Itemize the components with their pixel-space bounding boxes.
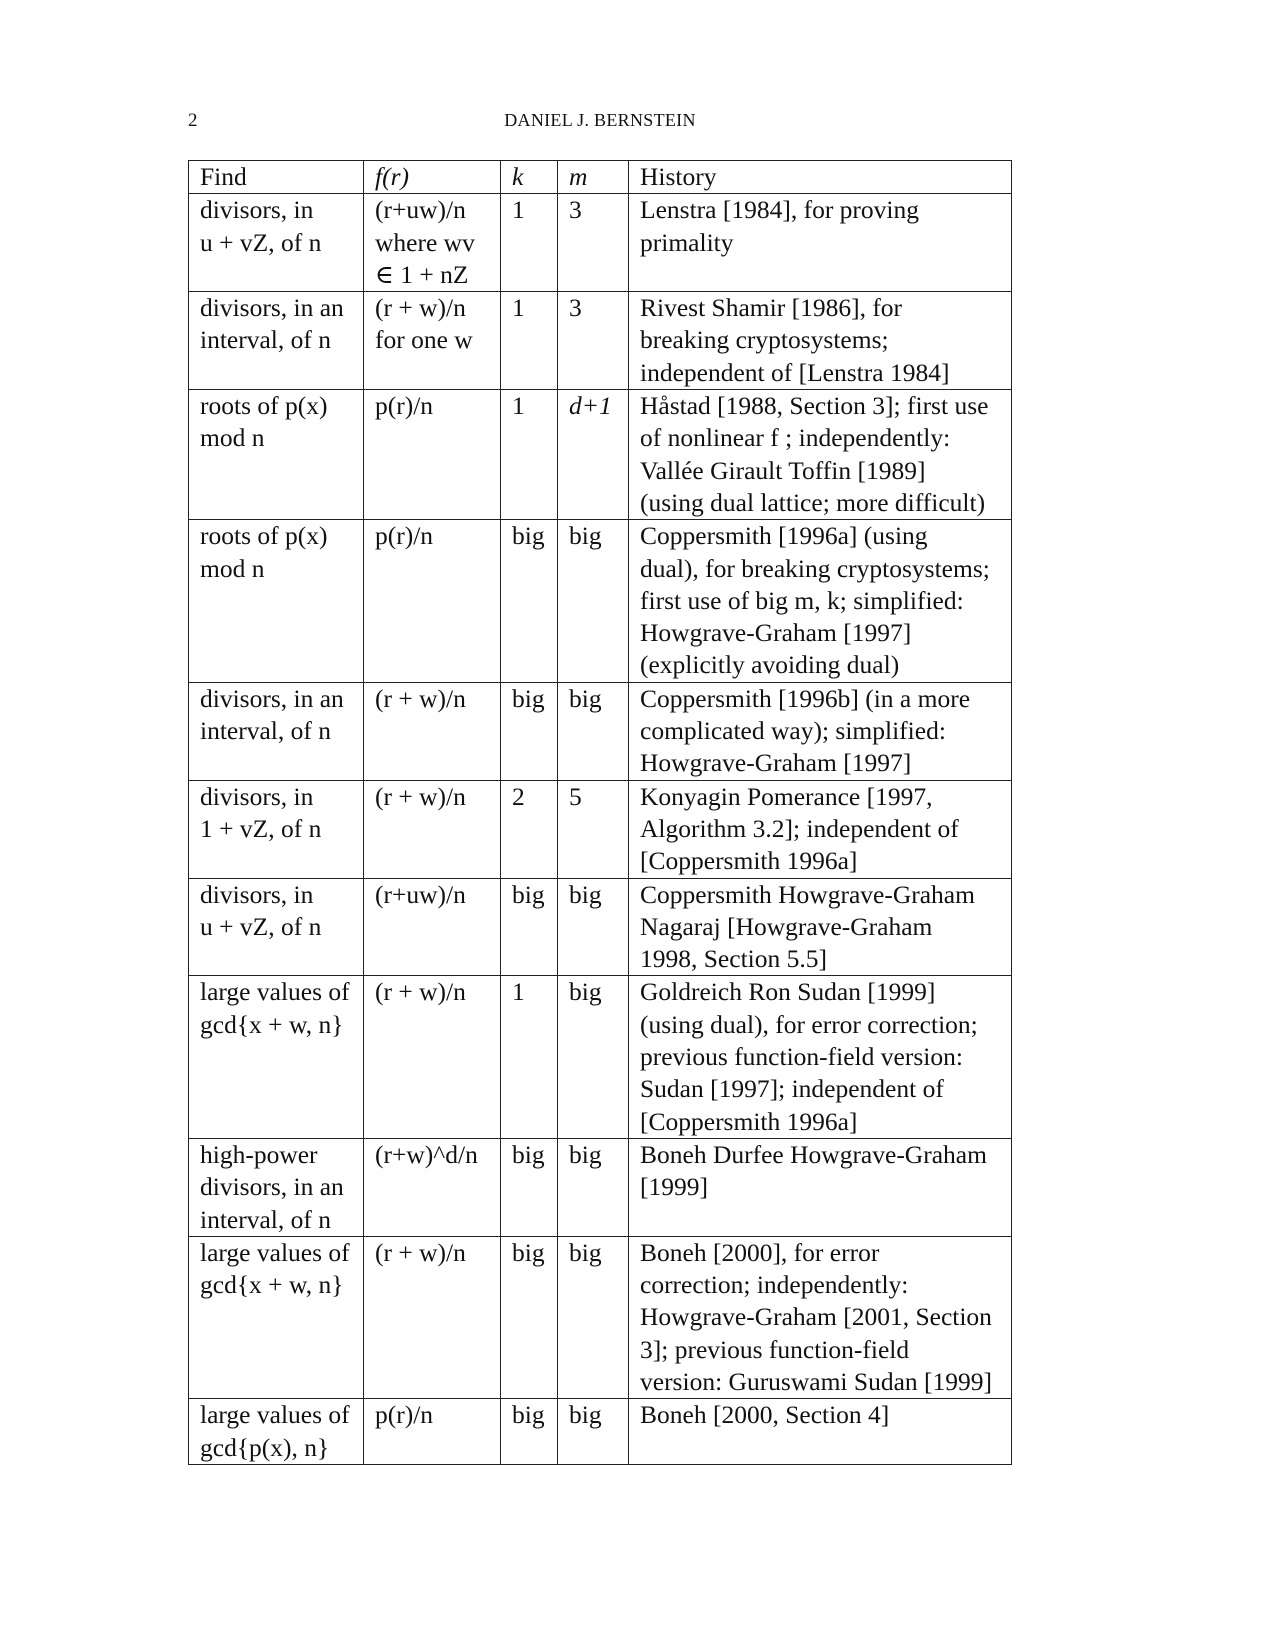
- find-cell: [189, 976, 364, 1138]
- m-cell: [558, 520, 629, 682]
- history-cell: [629, 520, 1012, 682]
- k-cell: [501, 520, 558, 682]
- f-cell: [364, 292, 501, 390]
- f-cell-line: (r + w)/n: [375, 977, 466, 1007]
- history-cell-line: Boneh [2000, Section 4]: [640, 1400, 890, 1430]
- history-cell-line: Håstad [1988, Section 3]; first use: [640, 391, 989, 421]
- table-row: [189, 1399, 1012, 1465]
- f-cell-line: for one w: [375, 325, 473, 355]
- f-cell-line: (r + w)/n: [375, 781, 466, 811]
- k-cell-value: big: [512, 1237, 545, 1267]
- find-cell: [189, 1138, 364, 1236]
- f-cell: [364, 1138, 501, 1236]
- find-cell-line: divisors, in an: [200, 683, 344, 713]
- f-cell: [364, 682, 501, 780]
- f-cell-line: p(r)/n: [375, 1400, 434, 1430]
- history-cell-line: complicated way); simplified:: [640, 716, 946, 746]
- find-cell-line: u + vZ, of n: [200, 911, 322, 941]
- k-cell-value: 1: [512, 391, 525, 421]
- history-cell-line: 3]; previous function-field: [640, 1334, 910, 1364]
- m-cell-value: d+1: [569, 391, 612, 421]
- k-cell: [501, 194, 558, 292]
- m-cell-value: big: [569, 1237, 602, 1267]
- find-cell-line: gcd{x + w, n}: [200, 1270, 344, 1300]
- find-cell: [189, 194, 364, 292]
- f-cell-line: p(r)/n: [375, 521, 434, 551]
- f-cell-line: (r+uw)/n: [375, 879, 466, 909]
- m-cell: [558, 194, 629, 292]
- f-cell-line: (r+uw)/n: [375, 195, 466, 225]
- find-cell: [189, 878, 364, 976]
- history-cell-line: correction; independently:: [640, 1270, 909, 1300]
- page-number: 2: [188, 110, 198, 131]
- f-cell: [364, 390, 501, 520]
- find-cell-line: divisors, in: [200, 195, 314, 225]
- find-cell-line: interval, of n: [200, 716, 331, 746]
- find-cell-line: large values of: [200, 977, 350, 1007]
- history-cell-line: Howgrave-Graham [1997]: [640, 618, 912, 648]
- find-cell-line: roots of p(x): [200, 521, 328, 551]
- column-header-m: m: [558, 161, 629, 194]
- k-cell-value: big: [512, 1400, 545, 1430]
- find-cell-line: divisors, in: [200, 879, 314, 909]
- find-cell-line: divisors, in an: [200, 293, 344, 323]
- m-cell: [558, 1138, 629, 1236]
- f-cell: [364, 976, 501, 1138]
- f-cell: [364, 1236, 501, 1398]
- m-cell-value: 3: [569, 293, 582, 323]
- k-cell: [501, 976, 558, 1138]
- column-header-f: f(r): [364, 161, 501, 194]
- history-cell-line: Nagaraj [Howgrave-Graham: [640, 911, 933, 941]
- find-cell-line: gcd{p(x), n}: [200, 1432, 330, 1462]
- history-cell-line: first use of big m, k; simplified:: [640, 585, 964, 615]
- k-cell: [501, 292, 558, 390]
- table-header-row: [189, 161, 1012, 194]
- f-cell-line: (r + w)/n: [375, 1237, 466, 1267]
- k-cell-value: 1: [512, 977, 525, 1007]
- table-row: [189, 1138, 1012, 1236]
- history-cell-line: Lenstra [1984], for proving: [640, 195, 920, 225]
- history-cell: [629, 1236, 1012, 1398]
- k-cell-value: 2: [512, 781, 525, 811]
- history-cell: [629, 1399, 1012, 1465]
- find-cell-line: mod n: [200, 553, 265, 583]
- m-cell: [558, 780, 629, 878]
- find-cell: [189, 1236, 364, 1398]
- history-cell: [629, 878, 1012, 976]
- find-cell-line: gcd{x + w, n}: [200, 1009, 344, 1039]
- k-cell: [501, 780, 558, 878]
- find-cell-line: large values of: [200, 1400, 350, 1430]
- m-cell: [558, 1399, 629, 1465]
- k-cell-value: 1: [512, 293, 525, 323]
- history-cell-line: (explicitly avoiding dual): [640, 650, 900, 680]
- history-cell-line: primality: [640, 227, 734, 257]
- history-cell-line: independent of [Lenstra 1984]: [640, 357, 950, 387]
- find-cell-line: u + vZ, of n: [200, 227, 322, 257]
- history-cell-line: [Coppersmith 1996a]: [640, 1106, 858, 1136]
- history-cell-line: Sudan [1997]; independent of: [640, 1074, 944, 1104]
- history-cell-line: (using dual lattice; more difficult): [640, 487, 986, 517]
- history-cell: [629, 292, 1012, 390]
- find-cell-line: 1 + vZ, of n: [200, 813, 322, 843]
- find-cell-line: interval, of n: [200, 1204, 331, 1234]
- f-cell-line: p(r)/n: [375, 391, 434, 421]
- history-cell-line: Howgrave-Graham [2001, Section: [640, 1302, 992, 1332]
- f-cell-line: where wv: [375, 227, 475, 257]
- history-cell-line: 1998, Section 5.5]: [640, 944, 827, 974]
- table-row: [189, 194, 1012, 292]
- f-cell-line: (r + w)/n: [375, 293, 466, 323]
- k-cell-value: big: [512, 683, 545, 713]
- m-cell-value: 5: [569, 781, 582, 811]
- history-cell: [629, 780, 1012, 878]
- history-cell-line: Rivest Shamir [1986], for: [640, 293, 903, 323]
- f-cell: [364, 1399, 501, 1465]
- k-cell: [501, 1399, 558, 1465]
- k-cell: [501, 682, 558, 780]
- m-cell: [558, 878, 629, 976]
- history-cell-line: version: Guruswami Sudan [1999]: [640, 1366, 992, 1396]
- column-header-find: Find: [189, 161, 364, 194]
- history-cell-line: Algorithm 3.2]; independent of: [640, 813, 959, 843]
- m-cell-value: big: [569, 977, 602, 1007]
- table-row: [189, 878, 1012, 976]
- find-cell-line: divisors, in an: [200, 1172, 344, 1202]
- history-cell-line: [1999]: [640, 1172, 708, 1202]
- f-cell: [364, 878, 501, 976]
- table-row: [189, 1236, 1012, 1398]
- m-cell: [558, 1236, 629, 1398]
- find-cell-line: mod n: [200, 423, 265, 453]
- f-cell-line: ∈ 1 + nZ: [375, 259, 469, 289]
- m-cell-value: big: [569, 1400, 602, 1430]
- column-header-history: History: [629, 161, 1012, 194]
- m-cell-value: big: [569, 521, 602, 551]
- find-cell-line: high-power: [200, 1139, 318, 1169]
- k-cell-value: big: [512, 879, 545, 909]
- table-row: [189, 292, 1012, 390]
- history-cell: [629, 682, 1012, 780]
- m-cell-value: big: [569, 1139, 602, 1169]
- running-head: DANIEL J. BERNSTEIN: [504, 110, 696, 130]
- history-cell: [629, 1138, 1012, 1236]
- history-cell-line: (using dual), for error correction;: [640, 1009, 978, 1039]
- history-cell-line: Konyagin Pomerance [1997,: [640, 781, 933, 811]
- k-cell-value: big: [512, 1139, 545, 1169]
- history-cell-line: previous function-field version:: [640, 1042, 963, 1072]
- history-cell-line: breaking cryptosystems;: [640, 325, 889, 355]
- m-cell: [558, 682, 629, 780]
- history-cell-line: Howgrave-Graham [1997]: [640, 748, 912, 778]
- history-cell-line: dual), for breaking cryptosystems;: [640, 553, 990, 583]
- history-cell-line: Vallée Girault Toffin [1989]: [640, 455, 926, 485]
- k-cell-value: 1: [512, 195, 525, 225]
- f-cell: [364, 780, 501, 878]
- m-cell-value: big: [569, 683, 602, 713]
- history-cell-line: [Coppersmith 1996a]: [640, 846, 858, 876]
- table-row: [189, 520, 1012, 682]
- history-table: [188, 160, 1012, 1465]
- history-cell-line: Coppersmith [1996b] (in a more: [640, 683, 971, 713]
- f-cell-line: (r + w)/n: [375, 683, 466, 713]
- history-cell-line: Goldreich Ron Sudan [1999]: [640, 977, 936, 1007]
- find-cell: [189, 292, 364, 390]
- find-cell: [189, 520, 364, 682]
- find-cell-line: divisors, in: [200, 781, 314, 811]
- m-cell-value: big: [569, 879, 602, 909]
- history-cell: [629, 194, 1012, 292]
- history-cell-line: Coppersmith [1996a] (using: [640, 521, 928, 551]
- find-cell: [189, 682, 364, 780]
- history-cell-line: Boneh Durfee Howgrave-Graham: [640, 1139, 987, 1169]
- m-cell: [558, 292, 629, 390]
- history-cell: [629, 390, 1012, 520]
- table-body: [189, 194, 1012, 1465]
- m-cell: [558, 976, 629, 1138]
- table-row: [189, 682, 1012, 780]
- k-cell: [501, 1138, 558, 1236]
- history-cell-line: of nonlinear f ; independently:: [640, 423, 951, 453]
- f-cell-line: (r+w)^d/n: [375, 1139, 478, 1169]
- table-row: [189, 780, 1012, 878]
- history-cell-line: Boneh [2000], for error: [640, 1237, 880, 1267]
- history-cell-line: Coppersmith Howgrave-Graham: [640, 879, 975, 909]
- k-cell: [501, 1236, 558, 1398]
- m-cell-value: 3: [569, 195, 582, 225]
- table-row: [189, 976, 1012, 1138]
- f-cell: [364, 520, 501, 682]
- find-cell-line: roots of p(x): [200, 391, 328, 421]
- find-cell-line: interval, of n: [200, 325, 331, 355]
- find-cell: [189, 1399, 364, 1465]
- find-cell: [189, 390, 364, 520]
- history-cell: [629, 976, 1012, 1138]
- k-cell: [501, 878, 558, 976]
- find-cell: [189, 780, 364, 878]
- find-cell-line: large values of: [200, 1237, 350, 1267]
- table-row: [189, 390, 1012, 520]
- column-header-k: k: [501, 161, 558, 194]
- k-cell: [501, 390, 558, 520]
- f-cell: [364, 194, 501, 292]
- m-cell: [558, 390, 629, 520]
- k-cell-value: big: [512, 521, 545, 551]
